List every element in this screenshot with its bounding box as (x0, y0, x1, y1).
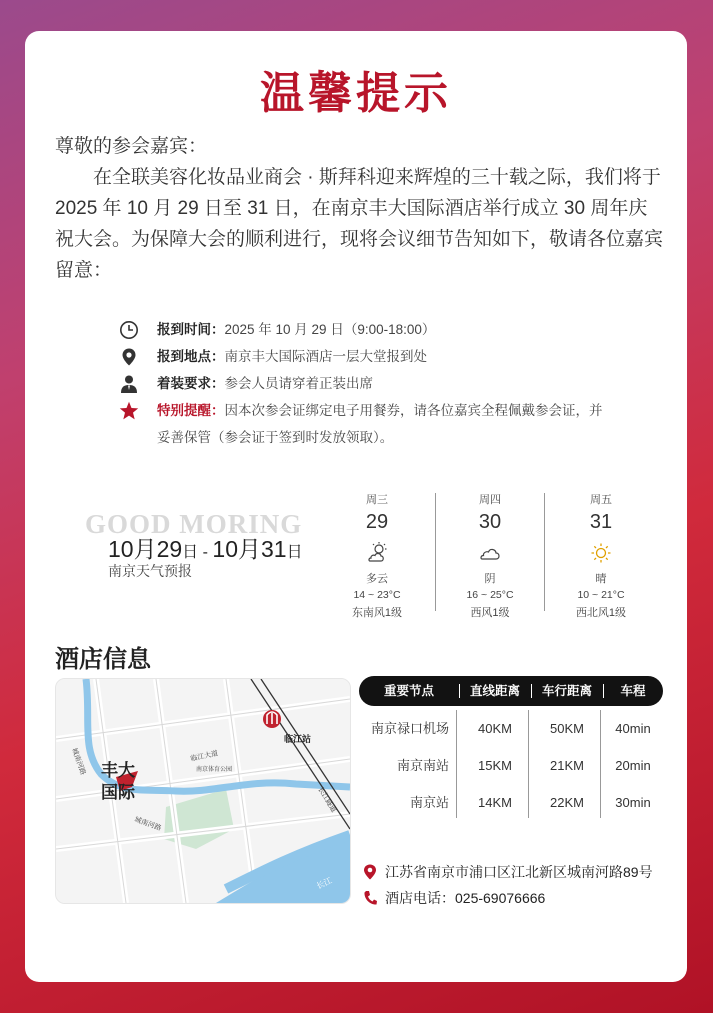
intro-text (55, 131, 665, 286)
hotel-map[interactable] (55, 678, 351, 904)
info-label: 报到时间： (157, 322, 225, 337)
sun-icon (588, 540, 614, 566)
weather-label: 南京天气预报 (108, 563, 192, 579)
hotel-contact (363, 859, 653, 911)
info-label: 报到地点： (157, 349, 225, 364)
wind: 西北风1级 (575, 607, 627, 619)
hotel-phone[interactable] (363, 885, 653, 911)
weather-day-thu (435, 489, 545, 620)
date-range (108, 531, 303, 564)
col-header: 车行距离 (541, 684, 592, 698)
table-cell: 30min (615, 795, 651, 810)
table-cell: 50KM (550, 721, 584, 736)
table-cell: 14KM (478, 795, 512, 810)
weather-day-wed (322, 489, 432, 620)
temperature: 10 ~ 21°C (577, 589, 625, 601)
person-suit-icon (119, 374, 139, 394)
wind: 西风1级 (470, 607, 510, 619)
map-park-label: 南京体育公园 (196, 766, 233, 773)
weekday: 周三 (366, 494, 388, 506)
table-cell: 21KM (550, 758, 584, 773)
info-checkin-time (117, 316, 607, 343)
col-header: 重要节点 (383, 684, 434, 698)
info-special-notice (117, 397, 607, 451)
weekday: 周四 (479, 494, 501, 506)
temperature: 14 ~ 23°C (353, 589, 401, 601)
table-cell: 南京禄口机场 (370, 721, 449, 736)
table-cell: 20min (615, 758, 651, 773)
weather-divider (544, 493, 545, 611)
map-road-label: 城南河路 (133, 815, 163, 833)
info-dress-code (117, 370, 607, 397)
map-station-label: 临江站 (284, 735, 312, 745)
clock-icon (119, 320, 139, 340)
table-row (359, 747, 663, 784)
condition: 阴 (484, 573, 496, 585)
info-value: 南京丰大国际酒店一层大堂报到处 (224, 349, 427, 364)
cloud-icon (477, 540, 503, 566)
map-river-label: 长江 (315, 875, 334, 891)
date-start-suffix: 日 (182, 544, 199, 561)
condition: 多云 (366, 573, 388, 585)
col-header: 车程 (620, 684, 646, 698)
table-cell: 40KM (478, 721, 512, 736)
table-cell: 22KM (550, 795, 584, 810)
map-hotel-label-1: 丰大 (101, 761, 135, 781)
table-cell: 南京站 (409, 795, 449, 810)
location-pin-icon (363, 864, 377, 880)
date-separator: - (198, 544, 213, 561)
day-number: 30 (478, 511, 502, 533)
day-number: 29 (365, 511, 389, 533)
temperature: 16 ~ 25°C (466, 589, 514, 601)
hotel-section-title: 酒店信息 (55, 646, 151, 673)
phone-text: 酒店电话：025-69076666 (385, 890, 546, 906)
table-cell: 40min (615, 721, 651, 736)
info-checkin-place (117, 343, 607, 370)
info-list (117, 316, 607, 451)
location-pin-icon (119, 347, 139, 367)
weekday: 周五 (590, 494, 612, 506)
hotel-address (363, 859, 653, 885)
info-value: 参会人员请穿着正装出席 (224, 376, 373, 391)
map-graphic (56, 679, 350, 903)
table-cell: 南京南站 (396, 758, 449, 773)
wind: 东南风1级 (351, 607, 403, 619)
map-road-label: 城南河路 (70, 746, 88, 776)
info-label: 着装要求： (157, 376, 225, 391)
page-title: 温馨提示 (260, 69, 452, 118)
map-hotel-label-2: 国际 (101, 783, 135, 803)
distance-table-header (359, 676, 663, 706)
date-start: 10月29 (108, 536, 183, 562)
address-text: 江苏省南京市浦口区江北新区城南河路89号 (385, 864, 653, 880)
weather-summary (83, 509, 343, 589)
col-header: 直线距离 (469, 684, 520, 698)
map-road-label: 临江大道 (189, 749, 219, 763)
watermark-text: GOOD MORING (85, 509, 303, 539)
partly-cloudy-icon (364, 540, 390, 566)
intro-body: 在全联美容化妆品业商会 · 斯拜科迎来辉煌的三十载之际，我们将于 2025 年 10 月 29 日至 31 日，在南京丰大国际酒店举行成立 30 周年庆祝大会。为保障大会的顺利进行，现将会议细节告知如下，敬请各位嘉宾留意： (55, 167, 664, 281)
info-value: 因本次参会证绑定电子用餐券，请各位嘉宾全程佩戴参会证，并妥善保管（参会证于签到时发放领取）。 (157, 403, 603, 445)
day-number: 31 (589, 511, 613, 533)
info-value: 2025 年 10 月 29 日（9:00-18:00） (224, 322, 436, 337)
distance-table (359, 676, 663, 821)
greeting: 尊敬的参会嘉宾： (55, 136, 208, 157)
star-icon (119, 401, 139, 421)
info-label: 特别提醒： (157, 403, 225, 418)
phone-icon (363, 890, 377, 906)
date-end: 10月31 (212, 536, 287, 562)
condition: 晴 (595, 573, 607, 585)
date-end-suffix: 日 (286, 544, 303, 561)
table-row (359, 710, 663, 747)
weather-day-fri (546, 489, 656, 620)
table-cell: 15KM (478, 758, 512, 773)
map-tunnel-label: 长江隧道 (316, 785, 338, 814)
notice-card (25, 31, 687, 982)
table-row (359, 784, 663, 821)
